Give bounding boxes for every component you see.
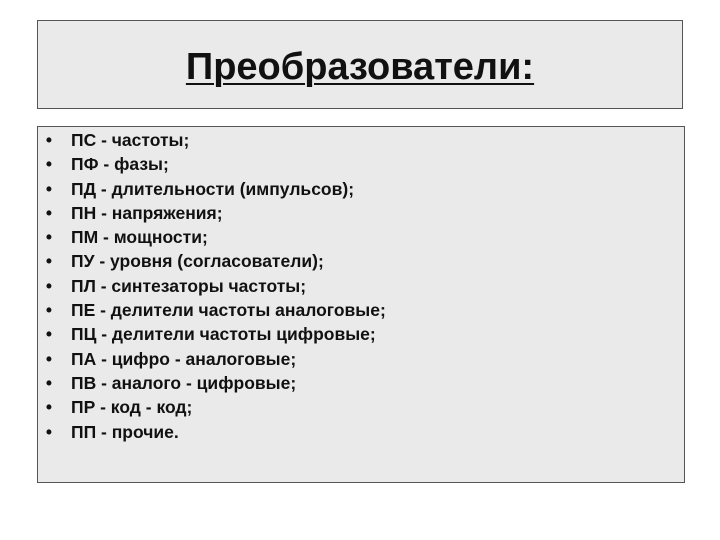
slide-title: Преобразователи: (185, 46, 535, 88)
list-item-text: ПД - длительности (импульсов); (71, 178, 355, 199)
title-panel (37, 20, 683, 109)
list-item-text: ПУ - уровня (согласователи); (71, 251, 324, 272)
bullet-icon: • (45, 348, 53, 369)
list-item-text: ПЕ - делители частоты аналоговые; (71, 300, 386, 321)
bullet-icon: • (45, 324, 53, 345)
list-item-text: ПМ - мощности; (71, 227, 208, 248)
list-item-text: ПФ - фазы; (71, 154, 169, 175)
bullet-icon: • (45, 421, 53, 442)
bullet-icon: • (45, 275, 53, 296)
list-item-text: ПЛ - синтезаторы частоты; (71, 275, 307, 296)
list-item-text: ПН - напряжения; (71, 202, 223, 223)
list-item-text: ПВ - аналого - цифровые; (71, 372, 297, 393)
bullet-icon: • (45, 372, 53, 393)
bullet-icon: • (45, 300, 53, 321)
bullet-icon: • (45, 130, 53, 150)
list-item-text: ПЦ - делители частоты цифровые; (71, 324, 376, 345)
list-item-text: ПС - частоты; (71, 130, 190, 150)
bullet-icon: • (45, 251, 53, 272)
bullet-icon: • (45, 154, 53, 175)
list-item-text: ПП - прочие. (71, 421, 179, 442)
bullet-icon: • (45, 202, 53, 223)
bullet-icon: • (45, 397, 53, 418)
content-panel (37, 126, 685, 483)
list-item-text: ПР - код - код; (71, 397, 193, 418)
bullet-icon: • (45, 178, 53, 199)
bullet-icon: • (45, 227, 53, 248)
list-item-text: ПА - цифро - аналоговые; (71, 348, 297, 369)
